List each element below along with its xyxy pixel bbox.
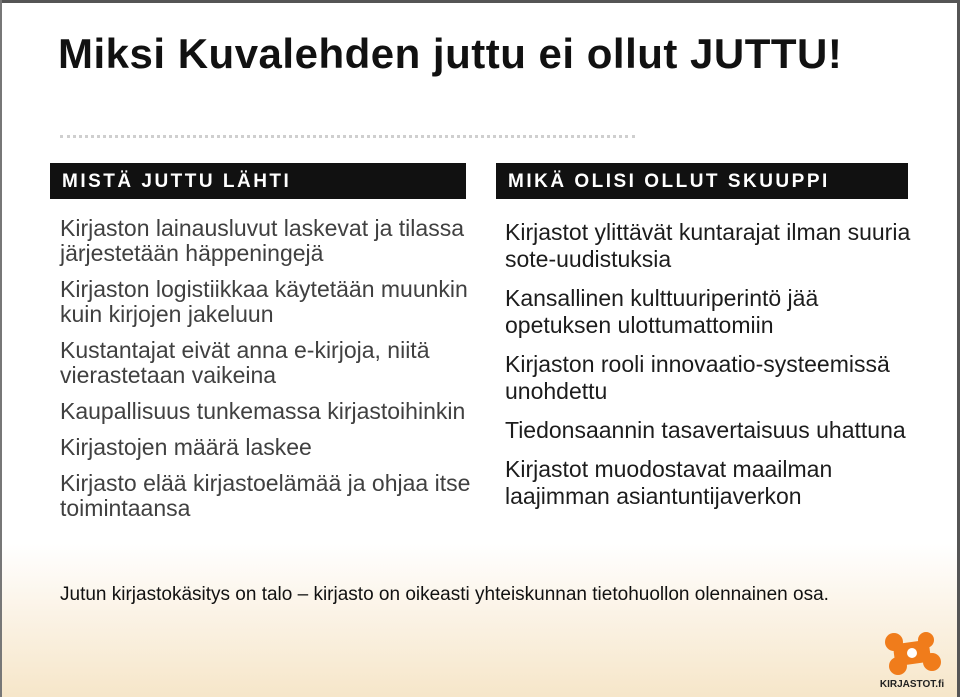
frame-left-border	[0, 0, 2, 697]
slide-title: Miksi Kuvalehden juttu ei ollut JUTTU!	[58, 30, 843, 77]
left-column	[60, 216, 480, 532]
frame-top-border	[0, 0, 960, 3]
right-column-header: MIKÄ OLISI OLLUT SKUUPPI	[496, 163, 908, 199]
left-item: Kustantajat eivät anna e-kirjoja, niitä vierastetaan vaikeina	[60, 337, 430, 388]
kirjastot-logo-icon	[872, 628, 952, 690]
slide-footer: Jutun kirjastokäsitys on talo – kirjasto on oikeasti yhteiskunnan tietohuollon olennainen osa.	[60, 584, 829, 605]
right-item: Kansallinen kulttuuriperintö jää opetuksen ulottumattomiin	[505, 285, 819, 338]
right-column	[505, 219, 915, 522]
left-item: Kirjaston lainausluvut laskevat ja tilassa järjestetään häppeningejä	[60, 215, 464, 266]
left-item: Kirjaston logistiikkaa käytetään muunkin kuin kirjojen jakeluun	[60, 276, 468, 327]
left-item: Kirjastojen määrä laskee	[60, 434, 312, 460]
right-item: Tiedonsaannin tasavertaisuus uhattuna	[505, 417, 906, 443]
left-column-header: MISTÄ JUTTU LÄHTI	[50, 163, 466, 199]
right-item: Kirjaston rooli innovaatio-systeemissä unohdettu	[505, 351, 890, 404]
logo-text: KIRJASTOT.fi	[879, 679, 945, 690]
left-item: Kaupallisuus tunkemassa kirjastoihinkin	[60, 398, 466, 424]
title-divider	[60, 135, 635, 138]
left-item: Kirjasto elää kirjastoelämää ja ohjaa itse toimintaansa	[60, 470, 471, 521]
right-item: Kirjastot ylittävät kuntarajat ilman suuria sote-uudistuksia	[505, 219, 911, 272]
right-item: Kirjastot muodostavat maailman laajimman asiantuntijaverkon	[505, 456, 833, 509]
